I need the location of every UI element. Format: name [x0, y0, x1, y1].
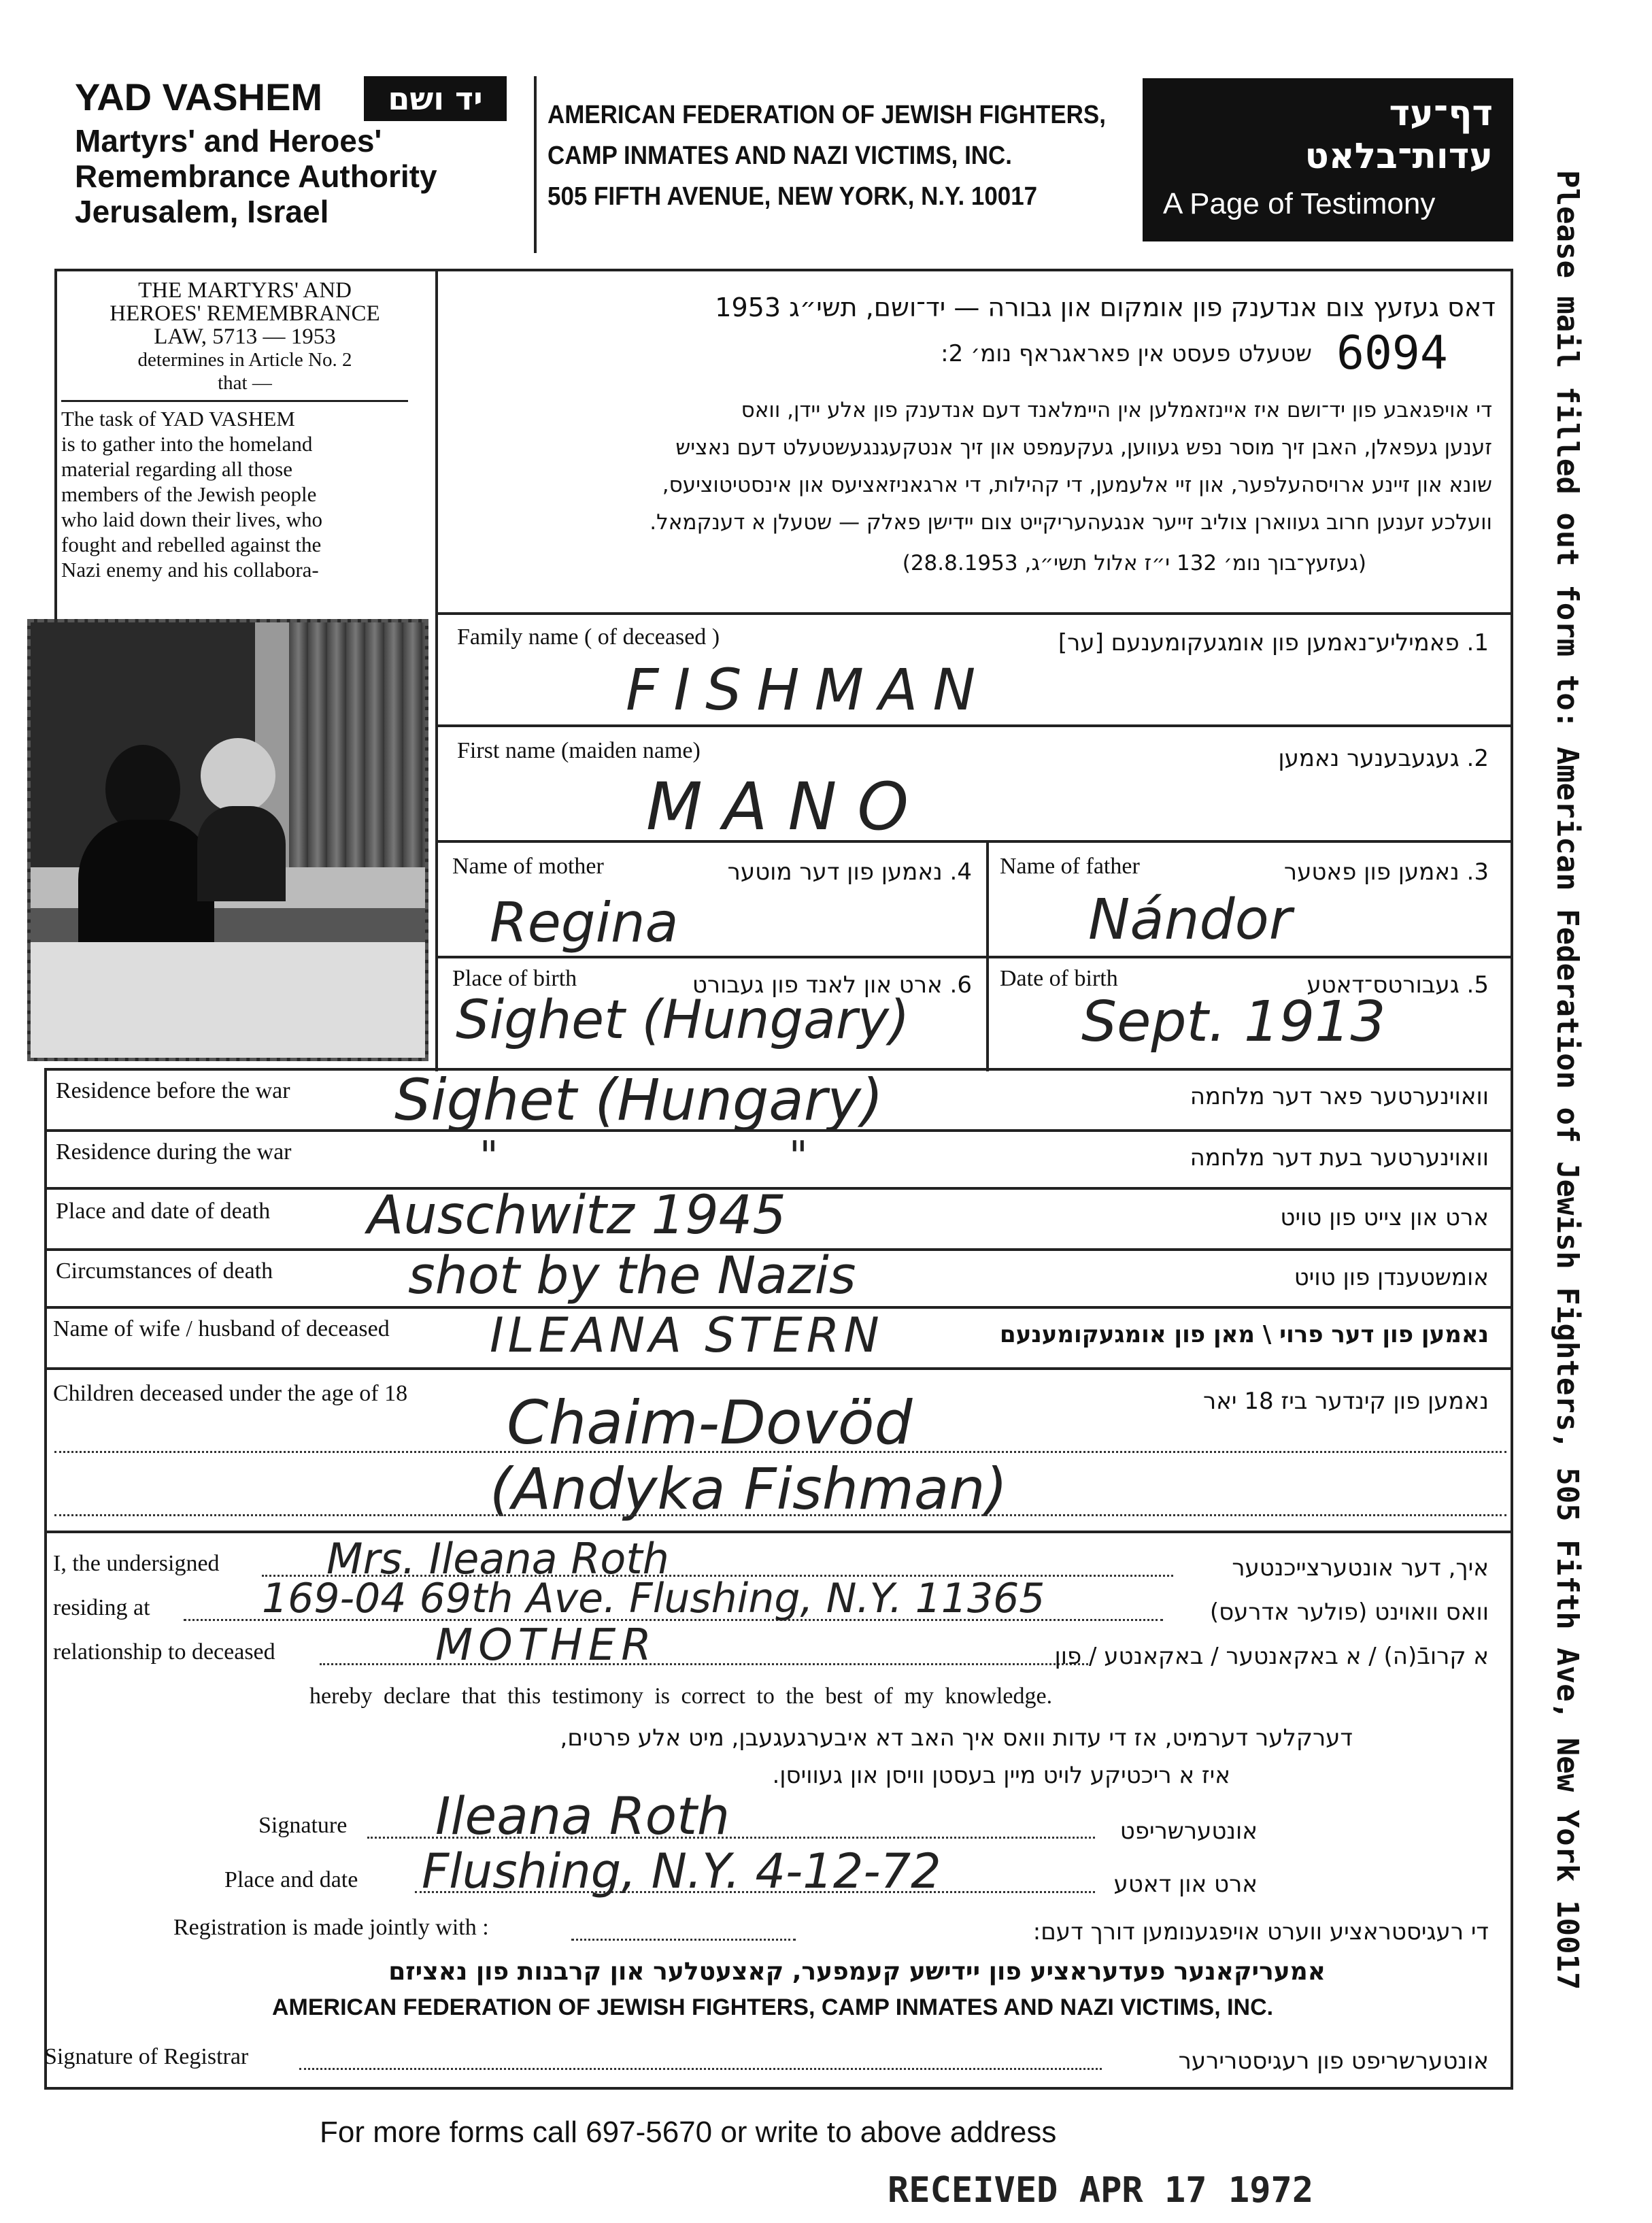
law-hebrew-line2: שטעלט פעסט אין פאראגראף נומ׳ 2:	[941, 340, 1312, 367]
children-value-2[interactable]: (Andyka Fishman)	[490, 1456, 1008, 1522]
death-place-hebrew: ארט און צייט פון טויט	[1280, 1204, 1489, 1231]
undersigned-hebrew: איך, דער אונטערצייכנטער	[1232, 1554, 1489, 1582]
birth-date-hebrew: 5. געבורטס־דאטע	[1307, 971, 1489, 999]
mother-hebrew: 4. נאמען פון דער מוטער	[727, 858, 972, 886]
relationship-label: relationship to deceased	[53, 1639, 275, 1665]
law-box-divider	[435, 269, 438, 1071]
children-value-1[interactable]: Chaim-Dovöd	[507, 1388, 913, 1458]
declaration-hebrew-2: איז א ריכטיקע לויט מיין בעסטן וויסן און געוויסן.	[772, 1762, 1230, 1789]
law-title-5: that —	[218, 372, 272, 394]
place-date-value[interactable]: Flushing, N.Y. 4-12-72	[422, 1843, 941, 1899]
registrar-dotted-line	[299, 2068, 1102, 2070]
residing-hebrew: וואס וואוינט (פולער אדרעס)	[1209, 1599, 1489, 1626]
undersigned-label: I, the undersigned	[53, 1551, 220, 1576]
row-divider	[435, 956, 1513, 958]
law-box	[61, 279, 428, 582]
birth-date-label: Date of birth	[1000, 966, 1118, 991]
children-dotted-line	[54, 1514, 1506, 1516]
row-divider	[435, 840, 1513, 843]
residence-before-label: Residence before the war	[56, 1078, 290, 1103]
residence-during-ditto-2[interactable]: "	[789, 1133, 808, 1180]
residence-before-hebrew: וואוינערטער פאר דער מלחמה	[1190, 1083, 1489, 1110]
residing-value[interactable]: 169-04 69th Ave. Flushing, N.Y. 11365	[262, 1575, 1045, 1622]
circumstances-hebrew: אומשטענדן פון טויט	[1294, 1264, 1489, 1291]
federation-line2: CAMP INMATES AND NAZI VICTIMS, INC.	[547, 141, 1013, 170]
law-hebrew-line5: שונא און זיינע ארויסהעלפער, און זיי אלעמען, די קהילות, די ארגאניזאציעס און אינסטיטוציעס,	[662, 473, 1492, 497]
law-hebrew-line4: זענען געפאלן, האבן זיך מוסר נפש געווען, געקעמפט און זיך אנטקעגנגעשטעלט דעם נאציש	[675, 435, 1492, 460]
place-date-label: Place and date	[224, 1867, 358, 1892]
law-hebrew-line7: (געזעץ־בוך נומ׳ 132 י״ז אלול תשי״ג, 28.8.1953)	[902, 551, 1366, 575]
relationship-hebrew: א קרובֿ(ה) / א באקאנטער / באקאנטע / פון	[1054, 1643, 1489, 1670]
law-title-2: HEROES' REMEMBRANCE	[109, 301, 380, 326]
received-stamp: RECEIVED APR 17 1972	[888, 2170, 1314, 2211]
law-hebrew-line3: די אויפגאבע פון יד־ושם איז איינזאמלען אין היימלאנד דעם אנדענק פון אלע יידן, וואס	[741, 398, 1492, 422]
federation-line3: 505 FIFTH AVENUE, NEW YORK, N.Y. 10017	[547, 182, 1038, 211]
family-name-value[interactable]: FISHMAN	[626, 656, 991, 723]
declaration-english: hereby declare that this testimony is correct to the best of my knowledge.	[309, 1684, 1053, 1709]
yad-vashem-line3: Jerusalem, Israel	[75, 194, 329, 229]
law-title-4: determines in Article No. 2	[137, 349, 352, 371]
yad-vashem-title: YAD VASHEM	[75, 76, 323, 118]
header-divider	[534, 76, 537, 253]
row-divider	[44, 1129, 1513, 1132]
mail-instruction: Please mail filled out form to: American Federation of Jewish Fighters, 505 Fifth Ave, New York 10017	[1550, 170, 1585, 1990]
father-label: Name of father	[1000, 854, 1140, 879]
residence-during-label: Residence during the war	[56, 1139, 292, 1165]
form-top-border	[54, 269, 1513, 271]
law-hebrew-line6: וועלכע זענען חרוב געווארן צוליב זייער אנגעהעריקייט צום יידישן פאלק — שטעלן א דענקמאל.	[650, 510, 1492, 535]
testimony-number: 6094	[1336, 327, 1448, 380]
undersigned-value[interactable]: Mrs. Ileana Roth	[326, 1534, 669, 1584]
death-place-value[interactable]: Auschwitz 1945	[367, 1185, 787, 1246]
children-label: Children deceased under the age of 18	[53, 1381, 408, 1406]
birth-place-value[interactable]: Sighet (Hungary)	[456, 990, 910, 1051]
circumstances-value[interactable]: shot by the Nazis	[408, 1245, 856, 1305]
row-divider	[435, 724, 1513, 727]
residing-label: residing at	[53, 1595, 150, 1620]
father-value[interactable]: Nándor	[1088, 888, 1292, 952]
law-title-1: THE MARTYRS' AND	[138, 278, 352, 303]
father-hebrew: 3. נאמען פון פאטער	[1283, 858, 1489, 886]
residence-before-value[interactable]: Sighet (Hungary)	[394, 1067, 883, 1133]
residence-during-hebrew: וואוינערטער בעת דער מלחמה	[1190, 1144, 1489, 1171]
form-bottom-border	[44, 2087, 1513, 2090]
deceased-photo	[27, 619, 428, 1061]
place-date-hebrew: ארט און דאטע	[1113, 1871, 1258, 1898]
children-dotted-line	[54, 1451, 1506, 1453]
spouse-hebrew: נאמען פון דער פרוי \ מאן פון אומגעקומענעם	[1000, 1321, 1489, 1348]
birth-place-label: Place of birth	[452, 966, 577, 991]
signature-value[interactable]: Ileana Roth	[435, 1786, 730, 1846]
declaration-hebrew-1: דערקלער דערמיט, אז די עדות וואס איך האב דא איבערגעגעבן, מיט אלע פרטים,	[560, 1724, 1353, 1752]
mother-value[interactable]: Regina	[490, 891, 679, 954]
law-title-3: LAW, 5713 — 1953	[154, 324, 336, 349]
first-name-hebrew: 2. געגעבענער נאמען	[1278, 745, 1489, 772]
row-divider	[44, 1531, 1513, 1533]
death-place-label: Place and date of death	[56, 1199, 271, 1224]
yad-vashem-hebrew-logo: יד ושם	[364, 76, 507, 121]
page-of-testimony-badge	[1143, 78, 1513, 241]
organization-hebrew: אמעריקאנער פעדעראציע פון יידישע קעמפער, קאצעטלער און קרבנות פון נאציזם	[388, 1958, 1326, 1986]
first-name-label: First name (maiden name)	[457, 738, 701, 763]
form-left-border-upper	[54, 269, 57, 622]
spouse-label: Name of wife / husband of deceased	[53, 1316, 390, 1341]
first-name-value[interactable]: MANO	[646, 769, 929, 845]
signature-label: Signature	[258, 1813, 348, 1838]
yad-vashem-line1: Martyrs' and Heroes'	[75, 123, 382, 158]
circumstances-label: Circumstances of death	[56, 1258, 273, 1284]
relationship-value[interactable]: MOTHER	[435, 1620, 657, 1671]
organization-english: AMERICAN FEDERATION OF JEWISH FIGHTERS, CAMP INMATES AND NAZI VICTIMS, INC.	[272, 1994, 1274, 2020]
mother-label: Name of mother	[452, 854, 604, 879]
children-hebrew: נאמען פון קינדער ביז 18 יאר	[1203, 1388, 1489, 1415]
spouse-value[interactable]: ILEANA STERN	[490, 1307, 883, 1363]
row-divider	[44, 1367, 1513, 1370]
birth-place-hebrew: 6. ארט און לאנד פון געבורט	[692, 971, 972, 999]
registration-hebrew: די רעגיסטראציע ווערט אויפגענומען דורך דעם:	[1032, 1918, 1489, 1945]
federation-line1: AMERICAN FEDERATION OF JEWISH FIGHTERS,	[547, 101, 1106, 129]
signature-hebrew: אונטערשריפט	[1119, 1818, 1258, 1845]
registrar-hebrew: אונטערשריפט פון רעגיסטרירער	[1178, 2048, 1489, 2075]
badge-hebrew-2: עדות־בלאט	[1304, 136, 1493, 177]
yad-vashem-line2: Remembrance Authority	[75, 158, 437, 194]
residence-during-ditto-1[interactable]: "	[479, 1133, 499, 1180]
badge-hebrew-1: דף־עד	[1389, 93, 1493, 134]
form-left-border-lower	[44, 1068, 47, 2088]
registration-dotted-line	[571, 1939, 796, 1941]
registrar-label: Signature of Registrar	[44, 2044, 249, 2069]
law-hebrew-line1: דאס געזעץ צום אנדענק פון אומקום און גבורה — יד־ושם, תשי״ג 1953	[715, 292, 1496, 322]
family-name-label: Family name ( of deceased )	[457, 624, 720, 650]
registration-label: Registration is made jointly with :	[173, 1915, 489, 1940]
law-text: The task of YAD VASHEM is to gather into the homeland material regarding all those members of the Jewish people who laid down their lives, who fought and rebelled against the Nazi enemy and his collabora-	[61, 407, 323, 582]
more-forms-note: For more forms call 697-5670 or write to above address	[320, 2116, 1057, 2149]
row-divider	[435, 612, 1513, 615]
badge-english: A Page of Testimony	[1163, 187, 1436, 220]
family-name-hebrew: 1. פאמיליע־נאמען פון אומגעקומענעם [ער]	[1058, 629, 1489, 656]
form-right-border	[1511, 269, 1513, 2088]
birth-date-value[interactable]: Sept. 1913	[1081, 990, 1386, 1054]
